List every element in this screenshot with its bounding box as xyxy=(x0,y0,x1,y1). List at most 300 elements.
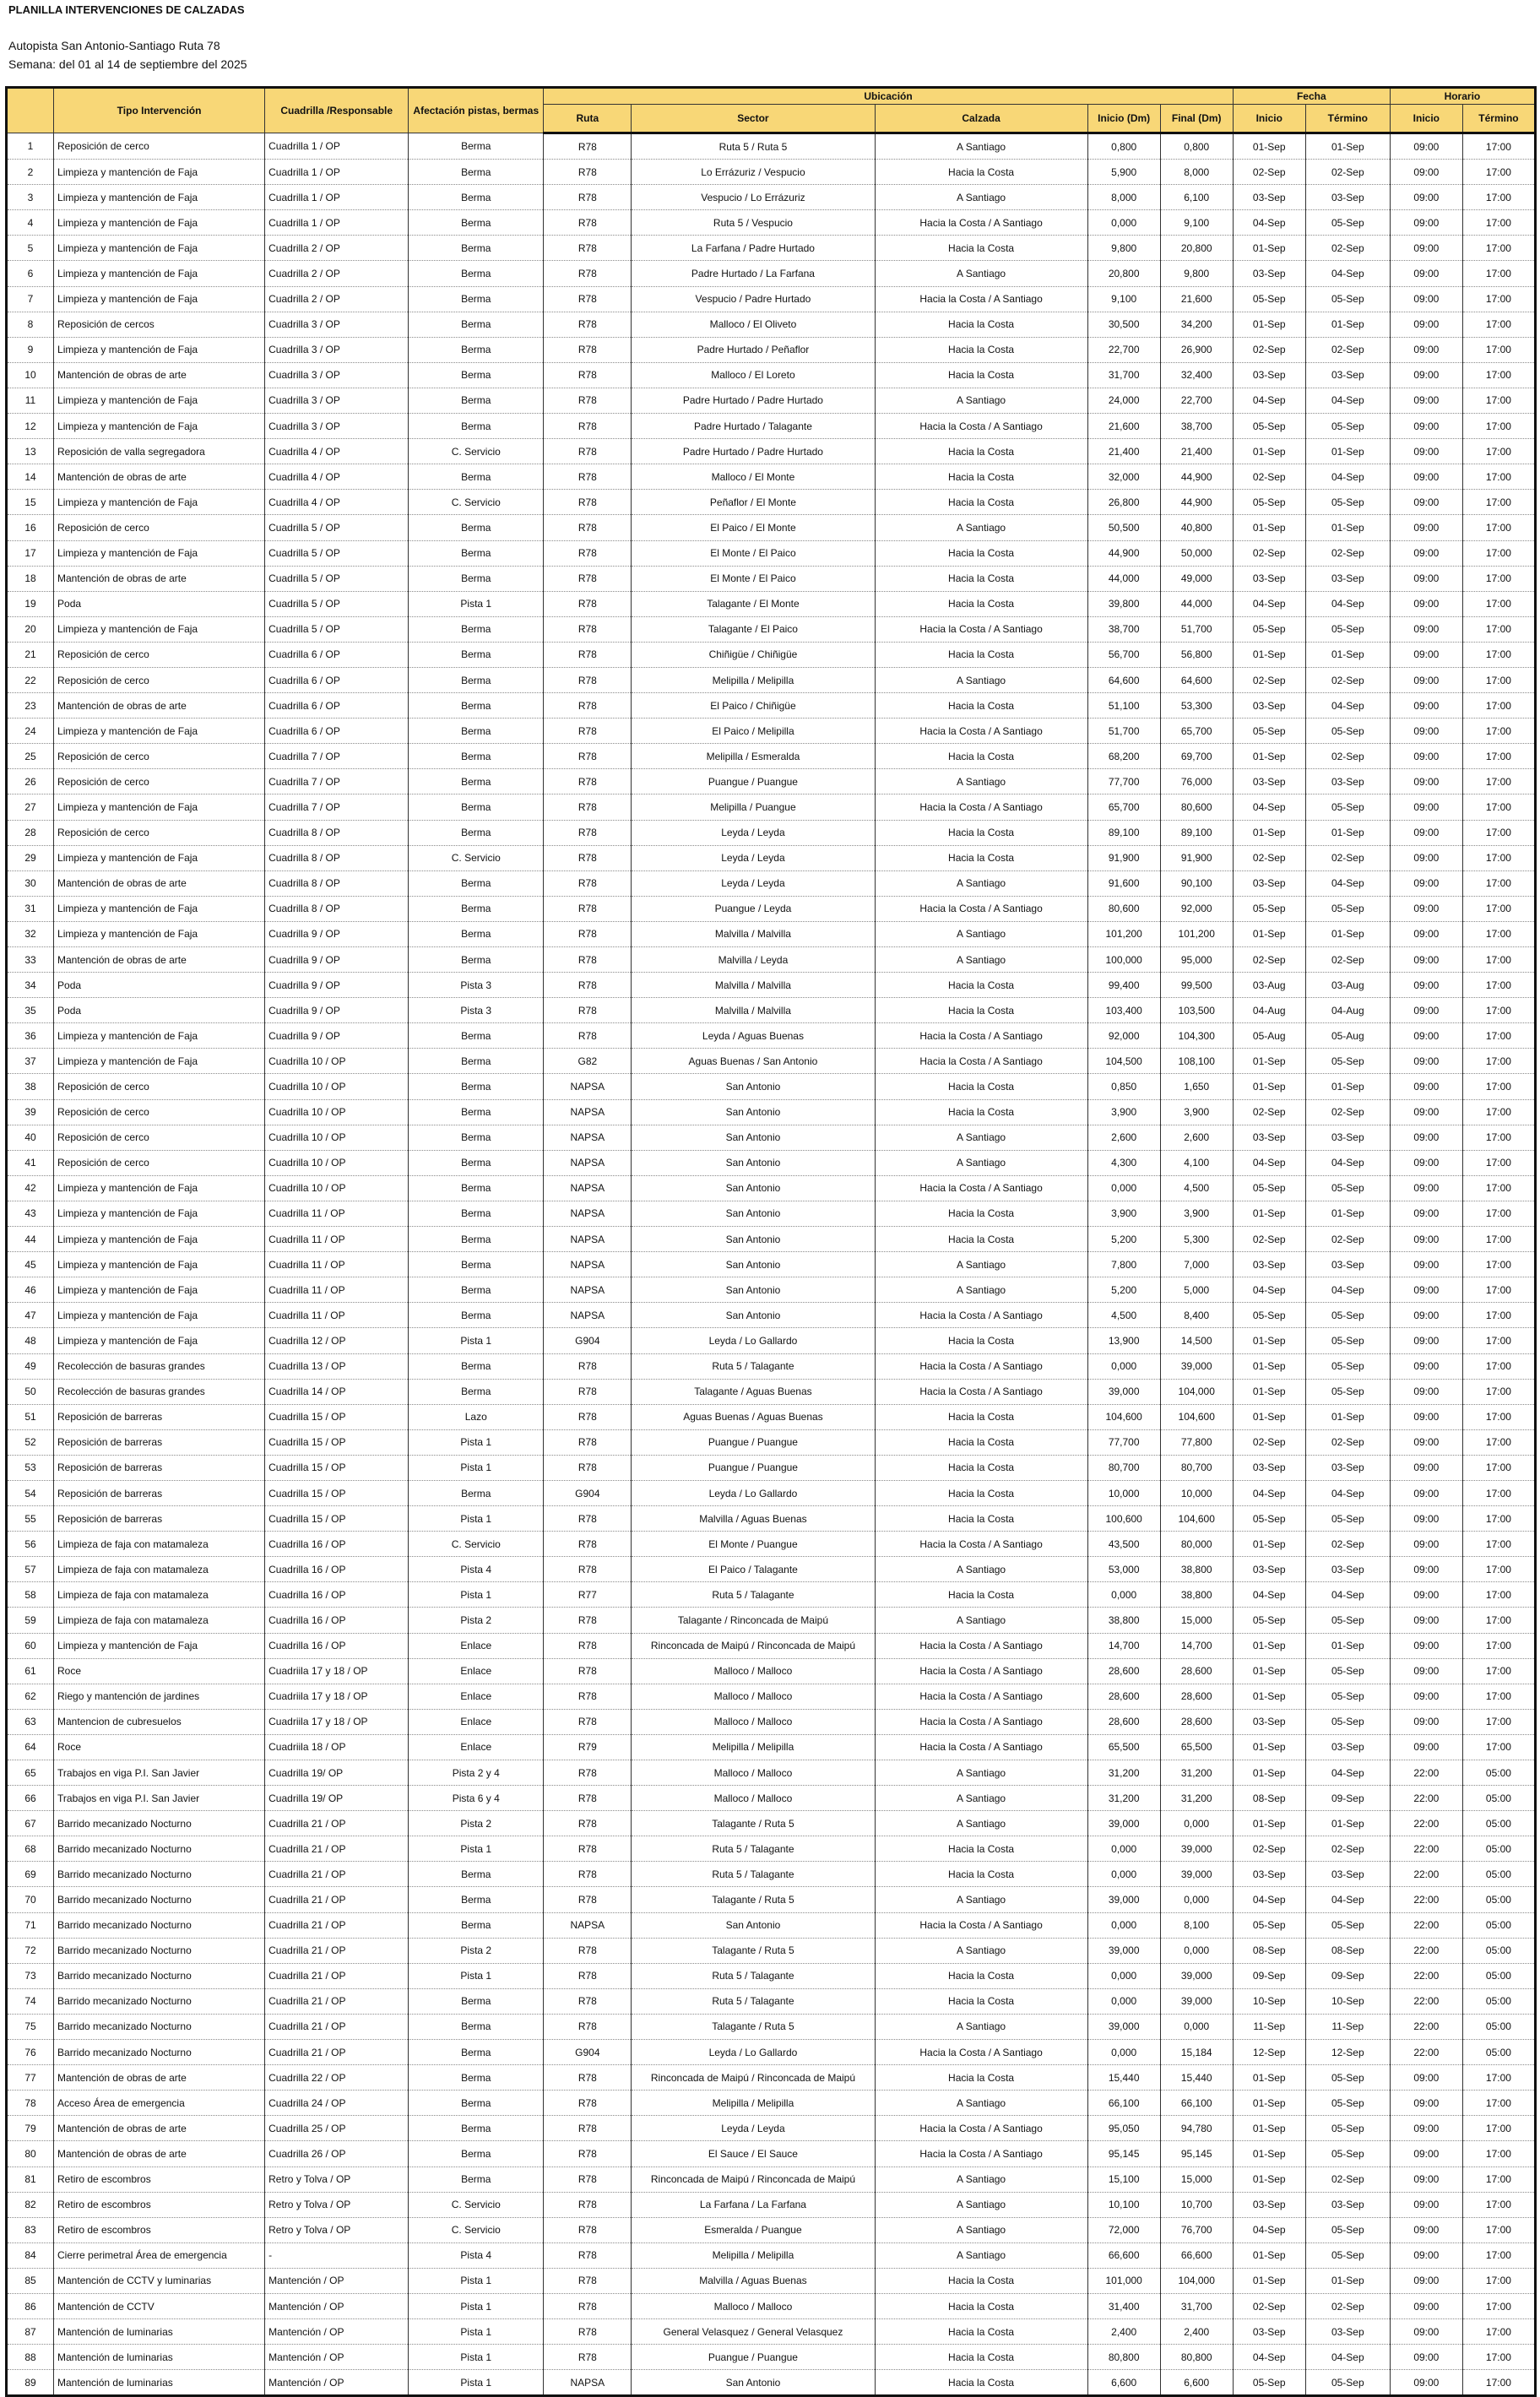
cell-hora-termino: 17:00 xyxy=(1462,744,1535,769)
table-row xyxy=(7,947,1536,973)
cell-hora-termino: 17:00 xyxy=(1462,160,1535,185)
cell-hora-termino: 17:00 xyxy=(1462,794,1535,820)
cell-hora-termino: 17:00 xyxy=(1462,1252,1535,1277)
cell-inicio-dm: 13,900 xyxy=(1087,1328,1160,1353)
cell-inicio-dm: 28,600 xyxy=(1087,1658,1160,1684)
cell-final-dm: 76,700 xyxy=(1160,2217,1233,2242)
cell-number: 56 xyxy=(7,1532,54,1557)
cell-cuadrilla: Cuadrilla 13 / OP xyxy=(265,1353,409,1379)
cell-cuadrilla: Cuadrilla 6 / OP xyxy=(265,719,409,744)
cell-inicio-dm: 5,200 xyxy=(1087,1277,1160,1303)
cell-inicio-dm: 4,500 xyxy=(1087,1303,1160,1328)
cell-ruta: R78 xyxy=(544,388,632,413)
cell-final-dm: 49,000 xyxy=(1160,566,1233,591)
cell-hora-inicio: 09:00 xyxy=(1390,1480,1462,1505)
table-row xyxy=(7,2116,1536,2141)
table-row xyxy=(7,896,1536,921)
cell-final-dm: 14,500 xyxy=(1160,1328,1233,1353)
cell-number: 26 xyxy=(7,769,54,794)
cell-fecha-termino: 11-Sep xyxy=(1305,2014,1390,2039)
cell-tipo: Mantencion de cubresuelos xyxy=(54,1709,265,1734)
cell-afectacion: Lazo xyxy=(409,1404,544,1429)
cell-fecha-inicio: 02-Sep xyxy=(1233,2293,1305,2318)
table-row xyxy=(7,2065,1536,2091)
cell-hora-termino: 17:00 xyxy=(1462,1099,1535,1125)
cell-fecha-inicio: 08-Sep xyxy=(1233,1938,1305,1963)
cell-cuadrilla: Cuadrilla 2 / OP xyxy=(265,286,409,312)
cell-sector: El Monte / El Paico xyxy=(632,566,875,591)
cell-sector: Malloco / El Loreto xyxy=(632,362,875,388)
table-row xyxy=(7,1988,1536,2014)
cell-fecha-termino: 10-Sep xyxy=(1305,1988,1390,2014)
cell-ruta: R78 xyxy=(544,1353,632,1379)
cell-fecha-termino: 03-Sep xyxy=(1305,2319,1390,2345)
cell-tipo: Limpieza y mantención de Faja xyxy=(54,1303,265,1328)
cell-hora-inicio: 09:00 xyxy=(1390,1658,1462,1684)
cell-hora-termino: 17:00 xyxy=(1462,2065,1535,2091)
cell-sector: Padre Hurtado / Talagante xyxy=(632,414,875,439)
cell-final-dm: 20,800 xyxy=(1160,236,1233,261)
cell-final-dm: 66,600 xyxy=(1160,2242,1233,2268)
cell-hora-inicio: 09:00 xyxy=(1390,1023,1462,1049)
table-row xyxy=(7,1938,1536,1963)
table-row xyxy=(7,1734,1536,1760)
cell-number: 54 xyxy=(7,1480,54,1505)
cell-number: 52 xyxy=(7,1429,54,1455)
cell-fecha-termino: 05-Sep xyxy=(1305,414,1390,439)
cell-number: 66 xyxy=(7,1786,54,1811)
cell-ruta: R78 xyxy=(544,261,632,286)
cell-hora-inicio: 09:00 xyxy=(1390,1150,1462,1175)
cell-cuadrilla: Retro y Tolva / OP xyxy=(265,2192,409,2217)
cell-fecha-inicio: 02-Sep xyxy=(1233,845,1305,870)
cell-sector: Malloco / Malloco xyxy=(632,1760,875,1786)
cell-inicio-dm: 0,000 xyxy=(1087,1988,1160,2014)
cell-sector: Melipilla / Melipilla xyxy=(632,2091,875,2116)
cell-fecha-inicio: 03-Sep xyxy=(1233,1862,1305,1887)
cell-tipo: Limpieza de faja con matamaleza xyxy=(54,1582,265,1608)
cell-tipo: Mantención de obras de arte xyxy=(54,2116,265,2141)
cell-fecha-inicio: 12-Sep xyxy=(1233,2040,1305,2065)
cell-calzada: A Santiago xyxy=(875,1608,1087,1633)
cell-calzada: A Santiago xyxy=(875,1760,1087,1786)
cell-sector: Esmeralda / Puangue xyxy=(632,2217,875,2242)
cell-number: 37 xyxy=(7,1049,54,1074)
cell-fecha-inicio: 04-Sep xyxy=(1233,591,1305,616)
cell-calzada: A Santiago xyxy=(875,2167,1087,2192)
cell-hora-termino: 17:00 xyxy=(1462,1379,1535,1404)
cell-hora-termino: 05:00 xyxy=(1462,1862,1535,1887)
cell-calzada: Hacia la Costa xyxy=(875,362,1087,388)
cell-ruta: R78 xyxy=(544,286,632,312)
cell-tipo: Limpieza y mantención de Faja xyxy=(54,185,265,210)
table-row xyxy=(7,540,1536,566)
table-row xyxy=(7,744,1536,769)
cell-inicio-dm: 51,100 xyxy=(1087,693,1160,719)
cell-hora-inicio: 09:00 xyxy=(1390,388,1462,413)
cell-ruta: R78 xyxy=(544,1023,632,1049)
cell-fecha-termino: 02-Sep xyxy=(1305,744,1390,769)
cell-number: 59 xyxy=(7,1608,54,1633)
cell-sector: Malvilla / Aguas Buenas xyxy=(632,1506,875,1532)
cell-tipo: Limpieza de faja con matamaleza xyxy=(54,1532,265,1557)
cell-fecha-inicio: 03-Sep xyxy=(1233,261,1305,286)
table-row xyxy=(7,464,1536,490)
cell-hora-inicio: 09:00 xyxy=(1390,2293,1462,2318)
cell-calzada: A Santiago xyxy=(875,1557,1087,1582)
header-fecha-termino: Término xyxy=(1305,105,1390,133)
cell-calzada: A Santiago xyxy=(875,185,1087,210)
cell-afectacion: Berma xyxy=(409,1175,544,1201)
cell-sector: Leyda / Leyda xyxy=(632,820,875,845)
cell-fecha-termino: 05-Sep xyxy=(1305,1328,1390,1353)
table-row xyxy=(7,693,1536,719)
cell-inicio-dm: 30,500 xyxy=(1087,312,1160,337)
cell-final-dm: 103,500 xyxy=(1160,998,1233,1023)
cell-cuadrilla: Cuadriila 17 y 18 / OP xyxy=(265,1709,409,1734)
table-row xyxy=(7,286,1536,312)
cell-afectacion: Berma xyxy=(409,540,544,566)
table-row xyxy=(7,566,1536,591)
cell-inicio-dm: 9,800 xyxy=(1087,236,1160,261)
cell-sector: Peñaflor / El Monte xyxy=(632,490,875,515)
cell-calzada: Hacia la Costa xyxy=(875,1963,1087,1988)
cell-final-dm: 0,800 xyxy=(1160,133,1233,160)
cell-sector: Vespucio / Lo Errázuriz xyxy=(632,185,875,210)
cell-hora-termino: 05:00 xyxy=(1462,1988,1535,2014)
cell-ruta: R78 xyxy=(544,642,632,667)
cell-ruta: R78 xyxy=(544,1836,632,1862)
cell-final-dm: 31,700 xyxy=(1160,2293,1233,2318)
cell-fecha-termino: 04-Sep xyxy=(1305,261,1390,286)
table-row xyxy=(7,1175,1536,1201)
cell-cuadrilla: Cuadrilla 21 / OP xyxy=(265,1988,409,2014)
cell-fecha-inicio: 04-Sep xyxy=(1233,1887,1305,1912)
cell-number: 31 xyxy=(7,896,54,921)
cell-hora-termino: 17:00 xyxy=(1462,1633,1535,1658)
cell-calzada: Hacia la Costa / A Santiago xyxy=(875,414,1087,439)
cell-inicio-dm: 104,500 xyxy=(1087,1049,1160,1074)
cell-number: 17 xyxy=(7,540,54,566)
cell-fecha-inicio: 05-Sep xyxy=(1233,1912,1305,1938)
cell-fecha-termino: 03-Sep xyxy=(1305,2192,1390,2217)
cell-cuadrilla: Cuadriila 17 y 18 / OP xyxy=(265,1658,409,1684)
cell-hora-inicio: 09:00 xyxy=(1390,1049,1462,1074)
cell-fecha-termino: 05-Sep xyxy=(1305,1709,1390,1734)
cell-ruta: R78 xyxy=(544,2116,632,2141)
cell-inicio-dm: 6,600 xyxy=(1087,2370,1160,2396)
cell-tipo: Mantención de CCTV y luminarias xyxy=(54,2268,265,2293)
cell-final-dm: 5,000 xyxy=(1160,1277,1233,1303)
cell-hora-termino: 17:00 xyxy=(1462,973,1535,998)
cell-inicio-dm: 39,000 xyxy=(1087,2014,1160,2039)
cell-inicio-dm: 77,700 xyxy=(1087,769,1160,794)
cell-hora-inicio: 22:00 xyxy=(1390,1760,1462,1786)
cell-number: 22 xyxy=(7,667,54,692)
cell-calzada: Hacia la Costa xyxy=(875,2319,1087,2345)
cell-fecha-inicio: 01-Sep xyxy=(1233,1811,1305,1836)
cell-cuadrilla: Retro y Tolva / OP xyxy=(265,2167,409,2192)
cell-tipo: Barrido mecanizado Nocturno xyxy=(54,2040,265,2065)
cell-hora-inicio: 09:00 xyxy=(1390,2242,1462,2268)
cell-sector: Malloco / Malloco xyxy=(632,1658,875,1684)
cell-sector: La Farfana / La Farfana xyxy=(632,2192,875,2217)
cell-inicio-dm: 99,400 xyxy=(1087,973,1160,998)
table-row xyxy=(7,1506,1536,1532)
cell-fecha-termino: 04-Sep xyxy=(1305,591,1390,616)
table-row xyxy=(7,1252,1536,1277)
cell-fecha-termino: 02-Sep xyxy=(1305,845,1390,870)
cell-calzada: Hacia la Costa xyxy=(875,1480,1087,1505)
header-number xyxy=(7,88,54,133)
table-row xyxy=(7,1633,1536,1658)
cell-afectacion: Berma xyxy=(409,1252,544,1277)
cell-tipo: Retiro de escombros xyxy=(54,2167,265,2192)
table-row xyxy=(7,2345,1536,2370)
cell-inicio-dm: 91,600 xyxy=(1087,870,1160,896)
cell-fecha-termino: 05-Sep xyxy=(1305,1303,1390,1328)
cell-hora-inicio: 09:00 xyxy=(1390,2167,1462,2192)
cell-cuadrilla: Cuadrilla 9 / OP xyxy=(265,973,409,998)
cell-ruta: R78 xyxy=(544,744,632,769)
cell-hora-termino: 17:00 xyxy=(1462,2116,1535,2141)
cell-tipo: Recolección de basuras grandes xyxy=(54,1353,265,1379)
cell-ruta: R78 xyxy=(544,414,632,439)
cell-afectacion: Pista 1 xyxy=(409,1455,544,1480)
cell-fecha-inicio: 02-Sep xyxy=(1233,540,1305,566)
cell-calzada: Hacia la Costa xyxy=(875,312,1087,337)
cell-number: 89 xyxy=(7,2370,54,2396)
cell-ruta: NAPSA xyxy=(544,1175,632,1201)
cell-fecha-termino: 05-Sep xyxy=(1305,616,1390,642)
cell-afectacion: Berma xyxy=(409,1480,544,1505)
cell-calzada: Hacia la Costa xyxy=(875,744,1087,769)
cell-tipo: Limpieza y mantención de Faja xyxy=(54,210,265,236)
cell-final-dm: 92,000 xyxy=(1160,896,1233,921)
cell-final-dm: 31,200 xyxy=(1160,1786,1233,1811)
cell-number: 63 xyxy=(7,1709,54,1734)
table-row xyxy=(7,1455,1536,1480)
cell-fecha-termino: 01-Sep xyxy=(1305,1811,1390,1836)
cell-cuadrilla: Cuadrilla 2 / OP xyxy=(265,261,409,286)
cell-hora-inicio: 09:00 xyxy=(1390,1227,1462,1252)
table-row xyxy=(7,2192,1536,2217)
cell-final-dm: 101,200 xyxy=(1160,921,1233,946)
cell-cuadrilla: Cuadrilla 11 / OP xyxy=(265,1227,409,1252)
cell-fecha-inicio: 01-Sep xyxy=(1233,133,1305,160)
cell-final-dm: 7,000 xyxy=(1160,1252,1233,1277)
cell-fecha-inicio: 02-Sep xyxy=(1233,1099,1305,1125)
cell-number: 57 xyxy=(7,1557,54,1582)
cell-fecha-termino: 02-Sep xyxy=(1305,160,1390,185)
cell-final-dm: 28,600 xyxy=(1160,1684,1233,1709)
cell-tipo: Limpieza y mantención de Faja xyxy=(54,1049,265,1074)
cell-inicio-dm: 72,000 xyxy=(1087,2217,1160,2242)
cell-number: 65 xyxy=(7,1760,54,1786)
cell-number: 48 xyxy=(7,1328,54,1353)
cell-tipo: Barrido mecanizado Nocturno xyxy=(54,1887,265,1912)
cell-sector: Malloco / Malloco xyxy=(632,1709,875,1734)
cell-final-dm: 22,700 xyxy=(1160,388,1233,413)
cell-hora-inicio: 09:00 xyxy=(1390,845,1462,870)
cell-tipo: Trabajos en viga P.I. San Javier xyxy=(54,1786,265,1811)
cell-hora-inicio: 22:00 xyxy=(1390,1887,1462,1912)
cell-final-dm: 95,000 xyxy=(1160,947,1233,973)
cell-final-dm: 3,900 xyxy=(1160,1201,1233,1226)
cell-sector: Melipilla / Melipilla xyxy=(632,2242,875,2268)
cell-hora-termino: 05:00 xyxy=(1462,1760,1535,1786)
cell-ruta: R78 xyxy=(544,515,632,540)
table-row xyxy=(7,2319,1536,2345)
cell-hora-inicio: 09:00 xyxy=(1390,515,1462,540)
table-row xyxy=(7,1836,1536,1862)
cell-sector: Malloco / Malloco xyxy=(632,1786,875,1811)
cell-afectacion: Berma xyxy=(409,616,544,642)
cell-sector: San Antonio xyxy=(632,1099,875,1125)
cell-tipo: Poda xyxy=(54,591,265,616)
table-row xyxy=(7,591,1536,616)
cell-tipo: Limpieza y mantención de Faja xyxy=(54,160,265,185)
cell-afectacion: Berma xyxy=(409,1049,544,1074)
cell-hora-termino: 17:00 xyxy=(1462,439,1535,464)
cell-hora-inicio: 09:00 xyxy=(1390,312,1462,337)
cell-calzada: Hacia la Costa xyxy=(875,490,1087,515)
cell-sector: El Sauce / El Sauce xyxy=(632,2141,875,2167)
cell-cuadrilla: Cuadrilla 1 / OP xyxy=(265,210,409,236)
table-row xyxy=(7,2014,1536,2039)
table-row xyxy=(7,362,1536,388)
table-row xyxy=(7,616,1536,642)
table-row xyxy=(7,1049,1536,1074)
cell-calzada: A Santiago xyxy=(875,2217,1087,2242)
cell-final-dm: 0,000 xyxy=(1160,1938,1233,1963)
cell-hora-termino: 17:00 xyxy=(1462,1353,1535,1379)
cell-fecha-inicio: 01-Sep xyxy=(1233,439,1305,464)
cell-afectacion: Berma xyxy=(409,312,544,337)
cell-cuadrilla: Cuadrilla 7 / OP xyxy=(265,794,409,820)
cell-fecha-inicio: 02-Sep xyxy=(1233,337,1305,362)
cell-ruta: NAPSA xyxy=(544,1303,632,1328)
cell-hora-termino: 05:00 xyxy=(1462,1811,1535,1836)
cell-hora-termino: 17:00 xyxy=(1462,1277,1535,1303)
cell-number: 72 xyxy=(7,1938,54,1963)
cell-number: 88 xyxy=(7,2345,54,2370)
cell-calzada: Hacia la Costa xyxy=(875,540,1087,566)
cell-tipo: Limpieza y mantención de Faja xyxy=(54,1175,265,1201)
cell-inicio-dm: 43,500 xyxy=(1087,1532,1160,1557)
cell-inicio-dm: 28,600 xyxy=(1087,1684,1160,1709)
cell-inicio-dm: 3,900 xyxy=(1087,1099,1160,1125)
cell-number: 2 xyxy=(7,160,54,185)
cell-inicio-dm: 0,000 xyxy=(1087,210,1160,236)
cell-hora-inicio: 09:00 xyxy=(1390,2141,1462,2167)
cell-ruta: R78 xyxy=(544,2242,632,2268)
cell-number: 78 xyxy=(7,2091,54,2116)
cell-ruta: NAPSA xyxy=(544,1201,632,1226)
cell-hora-termino: 17:00 xyxy=(1462,616,1535,642)
cell-tipo: Reposición de cerco xyxy=(54,133,265,160)
cell-final-dm: 0,000 xyxy=(1160,1887,1233,1912)
cell-sector: Talagante / Ruta 5 xyxy=(632,1887,875,1912)
cell-afectacion: Pista 2 xyxy=(409,1811,544,1836)
cell-final-dm: 65,700 xyxy=(1160,719,1233,744)
cell-sector: Malloco / Malloco xyxy=(632,1684,875,1709)
cell-final-dm: 5,300 xyxy=(1160,1227,1233,1252)
cell-hora-termino: 17:00 xyxy=(1462,312,1535,337)
header-calzada: Calzada xyxy=(875,105,1087,133)
cell-fecha-termino: 01-Sep xyxy=(1305,1633,1390,1658)
cell-sector: El Paico / Melipilla xyxy=(632,719,875,744)
cell-fecha-termino: 05-Sep xyxy=(1305,1049,1390,1074)
cell-hora-termino: 17:00 xyxy=(1462,769,1535,794)
cell-inicio-dm: 0,800 xyxy=(1087,133,1160,160)
cell-inicio-dm: 100,600 xyxy=(1087,1506,1160,1532)
cell-fecha-inicio: 01-Sep xyxy=(1233,1684,1305,1709)
cell-tipo: Limpieza y mantención de Faja xyxy=(54,719,265,744)
cell-number: 7 xyxy=(7,286,54,312)
cell-hora-termino: 17:00 xyxy=(1462,998,1535,1023)
table-row xyxy=(7,1303,1536,1328)
table-row xyxy=(7,2167,1536,2192)
cell-final-dm: 8,400 xyxy=(1160,1303,1233,1328)
cell-hora-inicio: 09:00 xyxy=(1390,1252,1462,1277)
cell-afectacion: Berma xyxy=(409,1303,544,1328)
cell-calzada: A Santiago xyxy=(875,261,1087,286)
cell-final-dm: 104,600 xyxy=(1160,1506,1233,1532)
cell-number: 61 xyxy=(7,1658,54,1684)
cell-fecha-inicio: 11-Sep xyxy=(1233,2014,1305,2039)
cell-hora-inicio: 09:00 xyxy=(1390,896,1462,921)
cell-fecha-inicio: 08-Sep xyxy=(1233,1786,1305,1811)
cell-tipo: Mantención de obras de arte xyxy=(54,464,265,490)
cell-tipo: Limpieza y mantención de Faja xyxy=(54,1252,265,1277)
cell-inicio-dm: 65,500 xyxy=(1087,1734,1160,1760)
header-fecha: Fecha xyxy=(1233,88,1390,105)
cell-cuadrilla: Cuadrilla 11 / OP xyxy=(265,1277,409,1303)
cell-hora-inicio: 09:00 xyxy=(1390,1608,1462,1633)
cell-hora-termino: 17:00 xyxy=(1462,1455,1535,1480)
cell-cuadrilla: Cuadrilla 9 / OP xyxy=(265,1023,409,1049)
cell-fecha-termino: 05-Sep xyxy=(1305,2217,1390,2242)
cell-ruta: R78 xyxy=(544,1760,632,1786)
cell-hora-inicio: 09:00 xyxy=(1390,236,1462,261)
cell-calzada: Hacia la Costa xyxy=(875,642,1087,667)
cell-tipo: Mantención de obras de arte xyxy=(54,2141,265,2167)
cell-ruta: R78 xyxy=(544,1786,632,1811)
cell-hora-termino: 17:00 xyxy=(1462,820,1535,845)
table-row xyxy=(7,414,1536,439)
cell-final-dm: 3,900 xyxy=(1160,1099,1233,1125)
cell-calzada: Hacia la Costa xyxy=(875,337,1087,362)
cell-ruta: NAPSA xyxy=(544,1227,632,1252)
cell-inicio-dm: 104,600 xyxy=(1087,1404,1160,1429)
cell-tipo: Reposición de cerco xyxy=(54,642,265,667)
cell-hora-termino: 17:00 xyxy=(1462,1201,1535,1226)
cell-calzada: A Santiago xyxy=(875,769,1087,794)
cell-inicio-dm: 80,800 xyxy=(1087,2345,1160,2370)
cell-hora-inicio: 09:00 xyxy=(1390,947,1462,973)
cell-fecha-termino: 05-Sep xyxy=(1305,1175,1390,1201)
cell-inicio-dm: 103,400 xyxy=(1087,998,1160,1023)
cell-afectacion: Berma xyxy=(409,210,544,236)
cell-fecha-inicio: 01-Sep xyxy=(1233,312,1305,337)
cell-cuadrilla: Cuadrilla 24 / OP xyxy=(265,2091,409,2116)
cell-calzada: Hacia la Costa xyxy=(875,2345,1087,2370)
cell-hora-inicio: 09:00 xyxy=(1390,1328,1462,1353)
cell-inicio-dm: 95,145 xyxy=(1087,2141,1160,2167)
cell-sector: Rinconcada de Maipú / Rinconcada de Maipú xyxy=(632,1633,875,1658)
cell-ruta: R78 xyxy=(544,1709,632,1734)
